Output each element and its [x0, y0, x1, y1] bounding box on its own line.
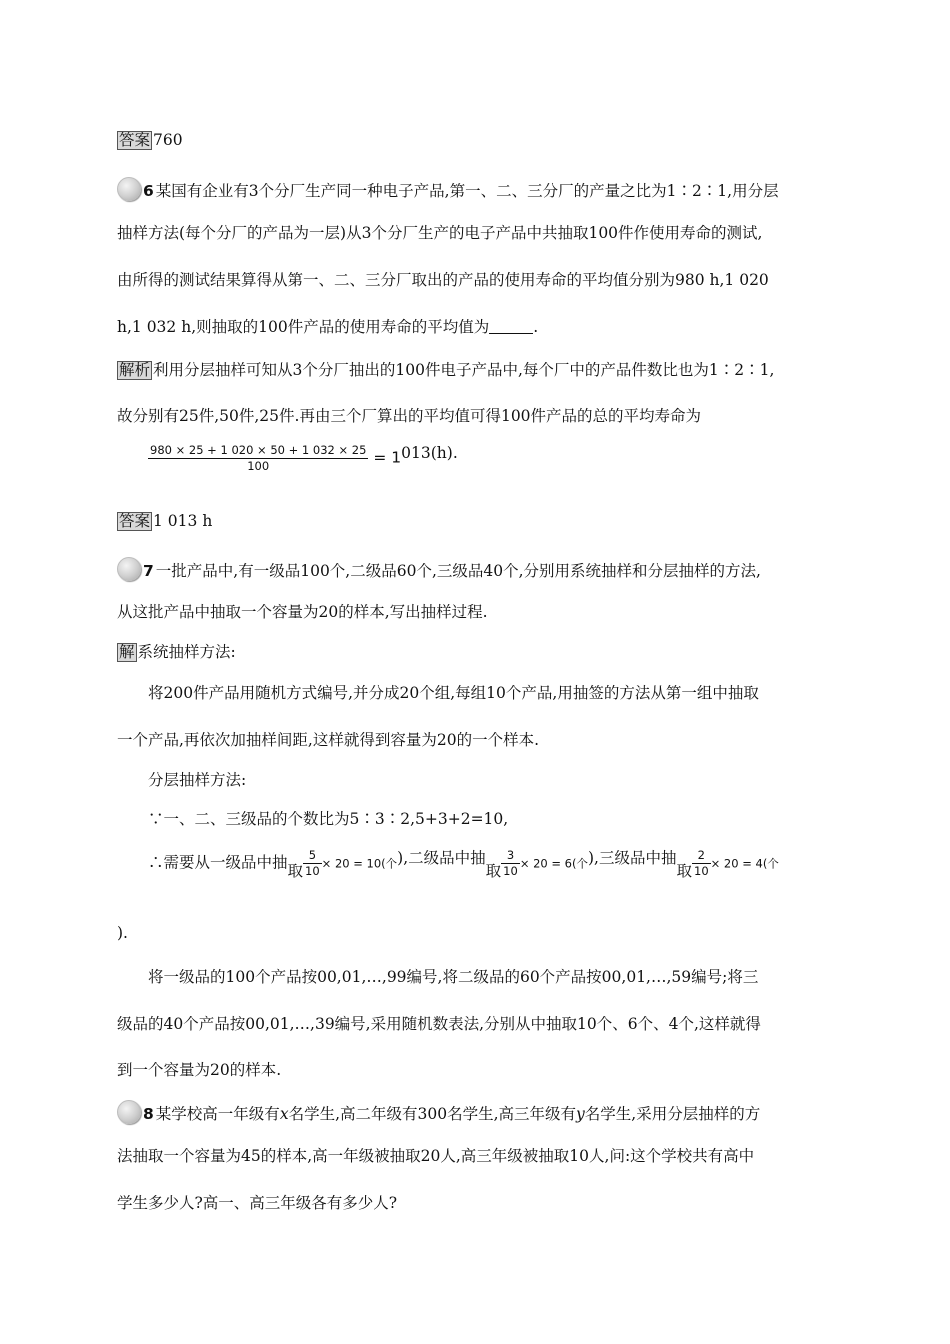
- question-bullet-icon: [117, 1100, 141, 1124]
- question-number: 7: [143, 562, 154, 580]
- answer-6: [117, 512, 212, 531]
- question-text: 某国有企业有3个分厂生产同一种电子产品,第一、二、三分厂的产量之比为1∶2∶1,用分层: [155, 182, 779, 200]
- fraction-tail: × 20 = 6(个: [519, 856, 588, 871]
- solution-heading: 系统抽样方法:: [137, 643, 236, 661]
- solution-tag: 解: [119, 643, 135, 661]
- period: .: [533, 318, 539, 336]
- question-8-line-2: 法抽取一个容量为45的样本,高一年级被抽取20人,高三年级被抽取10人,问:这个学校共有高中: [117, 1147, 755, 1165]
- analysis-text: 利用分层抽样可知从3个分厂抽出的100件电子产品中,每个厂中的产品件数比也为1∶2∶1,: [153, 361, 775, 379]
- question-number: 8: [143, 1105, 154, 1123]
- equals-sign: = 1: [373, 448, 402, 467]
- fraction-numerator: 3: [501, 848, 520, 864]
- allocation-text: ),三级品中抽: [588, 848, 677, 867]
- analysis-6-line-1: [117, 358, 774, 380]
- question-text: 名学生,高二年级有300名学生,高三年级有: [288, 1105, 577, 1123]
- question-text: 一批产品中,有一级品100个,二级品60个,三级品40个,分别用系统抽样和分层抽样的方法,: [155, 562, 761, 580]
- solution-7-para-1a: 将200件产品用随机方式编号,并分成20个组,每组10个产品,用抽签的方法从第一组中抽取: [148, 684, 759, 702]
- mean-fraction: [148, 443, 368, 474]
- fraction-denominator: 10: [305, 864, 320, 878]
- variable-y: y: [576, 1105, 585, 1123]
- question-text: 某学校高一年级有: [155, 1105, 280, 1123]
- result-text: 013(h).: [401, 443, 458, 462]
- solution-7-para-3c: 到一个容量为20的样本.: [117, 1061, 282, 1079]
- allocation-text: ),二级品中抽: [397, 848, 486, 867]
- answer-text: 1 013 h: [153, 512, 213, 530]
- question-bullet-icon: [117, 177, 141, 201]
- fraction-numerator: 980 × 25 + 1 020 × 50 + 1 032 × 25: [150, 443, 367, 457]
- solution-7-para-3b: 级品的40个产品按00,01,…,39编号,采用随机数表法,分别从中抽取10个、6个、4个,这样就得: [117, 1015, 761, 1033]
- allocation-text: 取: [485, 861, 502, 880]
- fraction-denominator: 10: [503, 864, 518, 878]
- allocation-text: 取: [676, 861, 692, 880]
- question-text: 名学生,采用分层抽样的方: [584, 1105, 761, 1123]
- fraction-numerator: 2: [692, 848, 711, 864]
- question-8-line-1: [117, 1100, 760, 1124]
- analysis-6-formula: [148, 443, 458, 474]
- fraction-denominator: 10: [694, 864, 709, 878]
- answer-text: 760: [153, 131, 183, 149]
- answer-tag: 答案: [119, 512, 151, 530]
- solution-7-para-1b: 一个产品,再依次加抽样间距,这样就得到容量为20的一个样本.: [117, 731, 540, 749]
- allocation-text: 取: [287, 861, 304, 880]
- answer-blank: [489, 319, 533, 334]
- fraction-3: [692, 848, 711, 879]
- allocation-text: ∴需要从一级品中抽: [148, 853, 288, 872]
- question-number: 6: [143, 182, 154, 200]
- question-6-line-3: 由所得的测试结果算得从第一、二、三分厂取出的产品的使用寿命的平均值分别为980 h,1 020: [117, 271, 769, 289]
- solution-7-allocation: [148, 848, 779, 879]
- solution-7-head-2: 分层抽样方法:: [148, 771, 247, 789]
- question-7-line-2: 从这批产品中抽取一个容量为20的样本,写出抽样过程.: [117, 603, 488, 621]
- fraction-tail: × 20 = 10(个: [321, 856, 398, 871]
- question-text: h,1 032 h,则抽取的100件产品的使用寿命的平均值为: [117, 318, 490, 336]
- analysis-tag: 解析: [119, 361, 151, 379]
- answer-5: [117, 131, 183, 150]
- solution-7-close: ).: [117, 924, 128, 942]
- solution-7-ratio: ∵一、二、三级品的个数比为5∶3∶2,5+3+2=10,: [148, 810, 509, 828]
- solution-7-head: [117, 640, 236, 662]
- fraction-2: [501, 848, 520, 879]
- question-bullet-icon: [117, 557, 141, 581]
- fraction-numerator: 5: [303, 848, 322, 864]
- answer-tag: 答案: [119, 131, 151, 149]
- fraction-tail: × 20 = 4(个: [710, 856, 779, 871]
- analysis-6-line-2: 故分别有25件,50件,25件.再由三个厂算出的平均值可得100件产品的总的平均寿命为: [117, 407, 702, 425]
- variable-x: x: [279, 1105, 289, 1123]
- fraction-denominator: 100: [247, 459, 270, 473]
- question-6-line-1: [117, 177, 779, 201]
- solution-7-para-3a: 将一级品的100个产品按00,01,…,99编号,将二级品的60个产品按00,01,…,59编号;将三: [148, 968, 759, 986]
- question-6-line-4: [117, 315, 538, 337]
- question-6-line-2: 抽样方法(每个分厂的产品为一层)从3个分厂生产的电子产品中共抽取100件作使用寿命的测试,: [117, 224, 763, 242]
- question-7-line-1: [117, 557, 761, 581]
- question-8-line-3: 学生多少人?高一、高三年级各有多少人?: [117, 1194, 398, 1212]
- fraction-1: [303, 848, 322, 879]
